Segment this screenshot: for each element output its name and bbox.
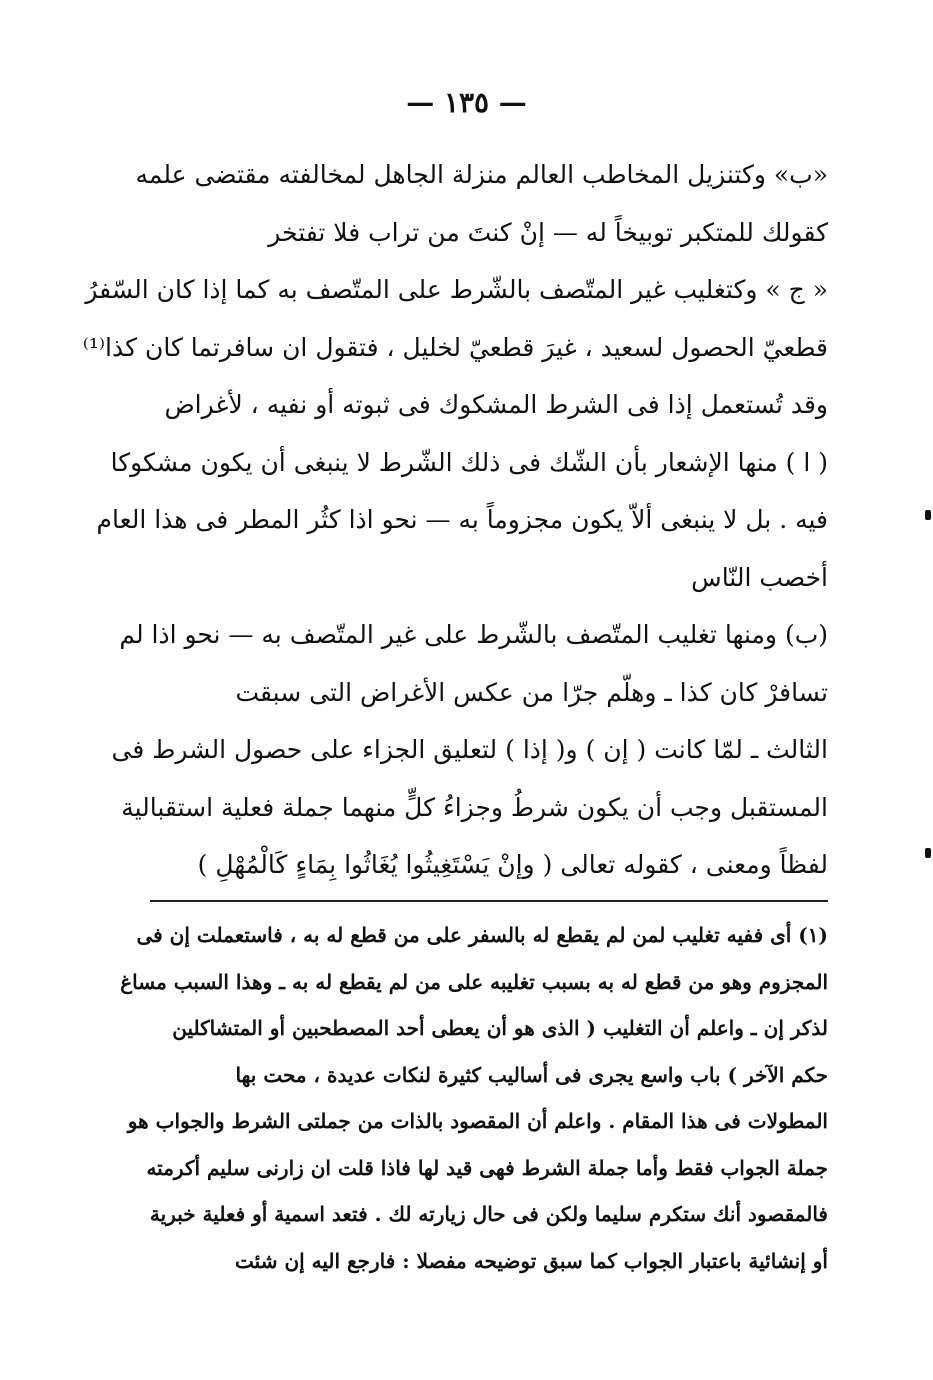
text-line: الثالث ـ لمّا كانت ( إن ) و( إذا ) لتعليق الجزاء على حصول الشرط فى	[111, 735, 828, 764]
text-line: « ج » وكتغليب غير المتّصف بالشّرط على المتّصف به كما إذا كان السّفرُ	[85, 275, 828, 304]
text-line: وقد تُستعمل إذا فى الشرط المشكوك فى ثبوته أو نفيه ، لأغراض	[164, 390, 828, 419]
footnote-line: جملة الجواب فقط وأما جملة الشرط فهى قيد لها فاذا قلت ان زارنى سليم أكرمته	[146, 1155, 828, 1180]
text-line: تسافرْ كان كذا ـ وهلّم جرّا من عكس الأغراض التى سبقت	[235, 677, 828, 707]
scan-edge-mark	[925, 848, 931, 858]
text-line: (ب) ومنها تغليب المتّصف بالشّرط على غير المتّصف به — نحو اذا لم	[119, 620, 828, 649]
main-text	[82, 146, 828, 894]
footnote-line: المجزوم وهو من قطع له به بسبب تغليبه على من لم يقطع له به ـ وهذا السبب مساغ	[120, 969, 828, 994]
text-line: فيه . بل لا ينبغى ألاّ يكون مجزوماً به — نحو اذا كثُر المطر فى هذا العام	[96, 505, 828, 534]
footnote-line: حكم الآخر ) باب واسع يجرى فى أساليب كثيرة لنكات عديدة ، محت بها	[235, 1062, 828, 1087]
text-line: لفظاً ومعنى ، كقوله تعالى ( وإنْ يَسْتَغِيثُوا يُغَاثُوا بِمَاءٍ كَالْمُهْلِ )	[197, 850, 828, 879]
text-line: المستقبل وجب أن يكون شرطُ وجزاءُ كلٍّ منهما جملة فعلية استقبالية	[121, 792, 828, 822]
page-number: — ١٣٥ —	[406, 86, 527, 119]
text-line: قطعيّ الحصول لسعيد ، غيرَ قطعيّ لخليل ، فتقول ان سافرتما كان كذا⁽¹⁾	[82, 332, 828, 362]
footnote-line: (١) أى ففيه تغليب لمن لم يقطع له بالسفر على من قطع له به ، فاستعملت إن فى	[136, 923, 828, 947]
text-line: كقولك للمتكبر توبيخاً له — إنْ كنتَ من تراب فلا تفتخر	[268, 217, 828, 247]
footnote-line: فالمقصود أنك ستكرم سليما ولكن فى حال زيارته لك . فتعد اسمية أو فعلية خبرية	[149, 1202, 828, 1226]
footnote-line: أو إنشائية باعتبار الجواب كما سبق توضيحه مفصلا : فارجع اليه إن شئت	[235, 1248, 828, 1273]
footnote-divider	[150, 900, 828, 902]
text-line: أخصب النّاس	[691, 562, 828, 592]
footnote-line: لذكر إن ـ واعلم أن التغليب ( الذى هو أن يعطى أحد المصطحبين أو المتشاكلين	[172, 1016, 828, 1040]
footnote	[120, 912, 828, 1284]
footnote-line: المطولات فى هذا المقام . واعلم أن المقصود بالذات من جملتى الشرط والجواب هو	[127, 1109, 828, 1133]
text-line: «ب» وكتنزيل المخاطب العالم منزلة الجاهل لمخالفته مقتضى علمه	[135, 160, 828, 189]
scan-edge-mark	[925, 510, 931, 520]
text-line: ( ا ) منها الإشعار بأن الشّك فى ذلك الشّرط لا ينبغى أن يكون مشكوكا	[110, 447, 828, 477]
